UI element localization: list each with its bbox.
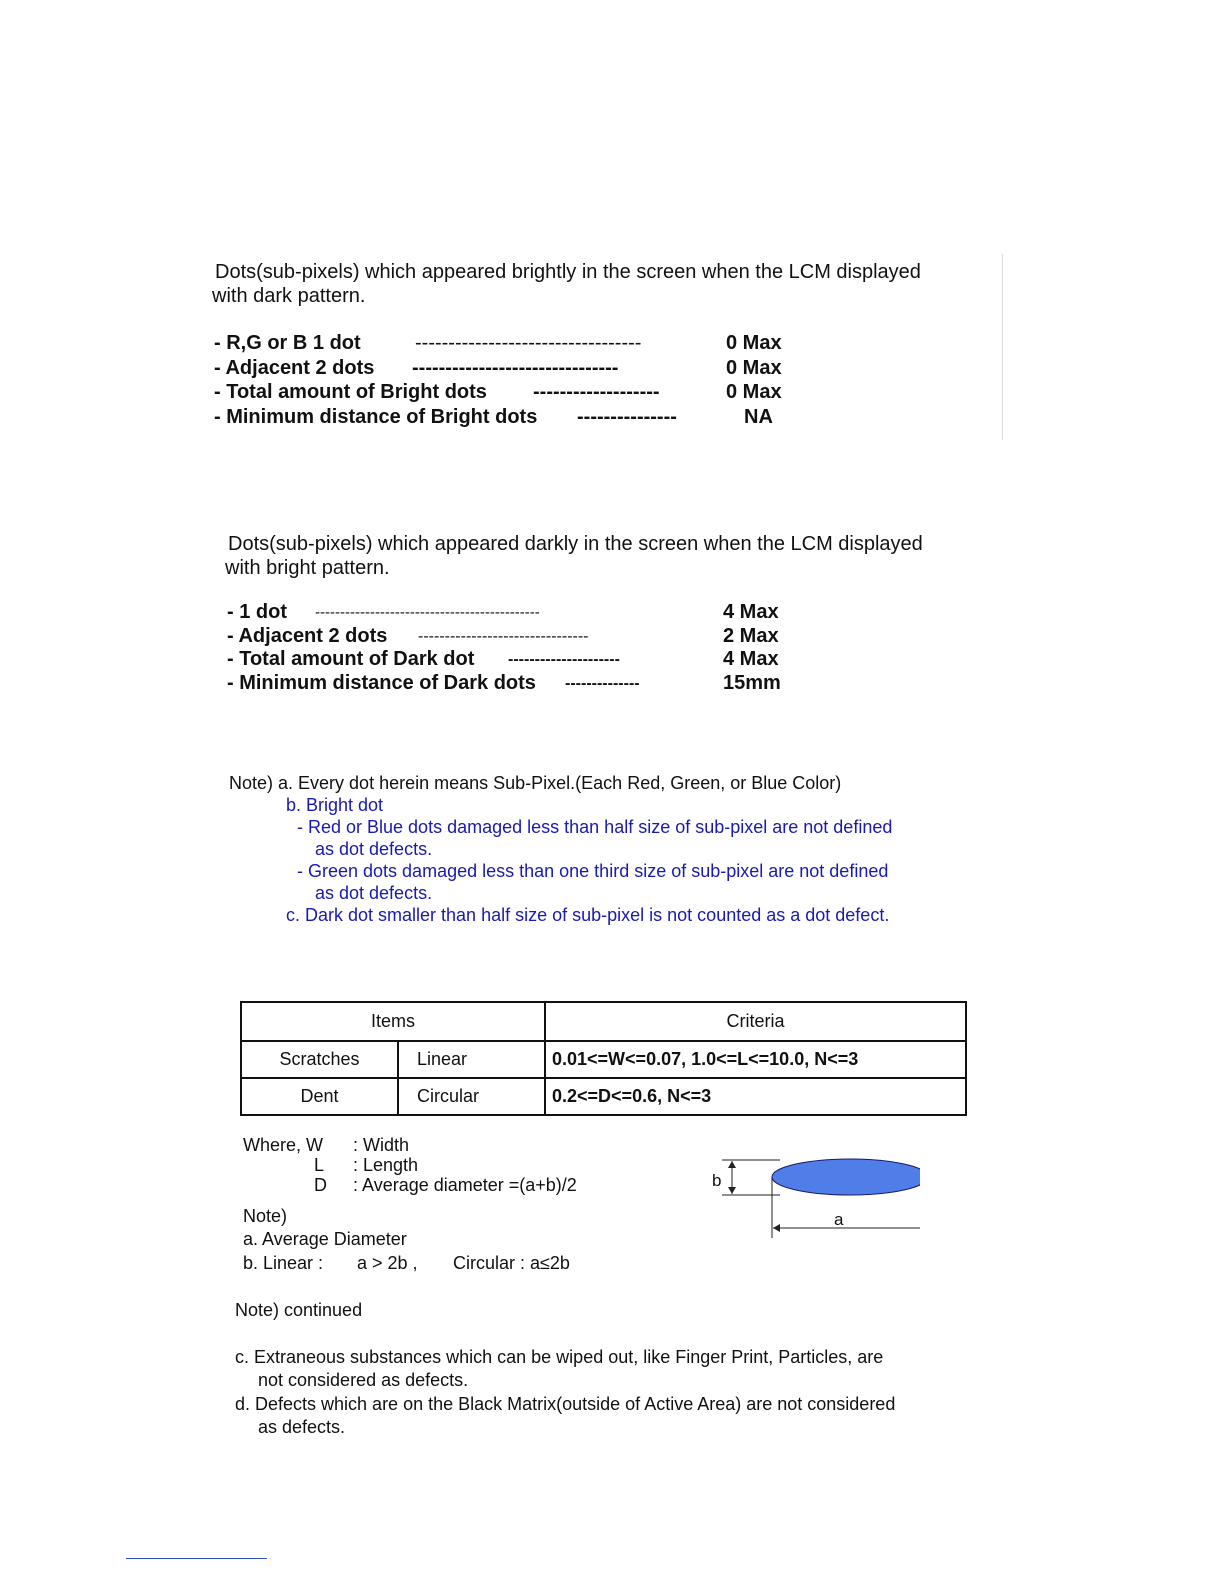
dark-spec-dashes: -------------------------------- <box>418 627 589 645</box>
bright-spec-label: - Adjacent 2 dots <box>214 356 375 379</box>
cell-type: Scratches <box>241 1041 398 1078</box>
footnote-rule <box>126 1558 267 1559</box>
note2-title: Note) <box>243 1206 288 1226</box>
dark-spec-row <box>227 648 827 672</box>
dark-spec-value: 15mm <box>723 671 781 694</box>
where-l-key: L <box>314 1155 325 1175</box>
where-width: : Width <box>353 1135 410 1155</box>
bright-spec-row <box>214 356 814 381</box>
dark-spec-value: 4 Max <box>723 648 779 670</box>
where-prefix: Where, W <box>243 1135 324 1155</box>
note2-b-linear: a > 2b , <box>357 1253 418 1273</box>
dark-spec-value: 4 Max <box>723 601 779 623</box>
bright-spec-dashes: ------------------- <box>533 381 660 403</box>
bright-spec-row <box>214 380 814 405</box>
bright-spec-dashes: ---------------------------------- <box>415 332 642 354</box>
dark-intro-line1: Dots(sub-pixels) which appeared darkly in the screen when the LCM displayed <box>228 533 923 555</box>
bright-spec-row <box>214 331 814 356</box>
b-arrow-up-icon <box>728 1161 736 1168</box>
continued-c-line1: c. Extraneous substances which can be wiped out, like Finger Print, Particles, are <box>235 1347 884 1367</box>
bright-spec-list <box>214 331 814 429</box>
dark-spec-label: - 1 dot <box>227 601 287 623</box>
bright-spec-label: - R,G or B 1 dot <box>214 332 361 354</box>
continued-title: Note) continued <box>235 1300 363 1320</box>
dark-spec-value: 2 Max <box>723 624 779 647</box>
bright-spec-label: - Minimum distance of Bright dots <box>214 405 538 428</box>
note1-b2-line1: - Green dots damaged less than one third size of sub-pixel are not defined <box>297 861 889 881</box>
cell-shape: Circular <box>398 1078 545 1115</box>
where-diameter: : Average diameter =(a+b)/2 <box>353 1175 577 1195</box>
table-row <box>241 1078 966 1115</box>
b-arrow-down-icon <box>728 1187 736 1194</box>
continued-d-line1: d. Defects which are on the Black Matrix(outside of Active Area) are not considered <box>235 1394 896 1414</box>
label-a: a <box>834 1210 844 1229</box>
dark-spec-row <box>227 625 827 649</box>
dark-spec-dashes: --------------------------------------------- <box>315 604 540 621</box>
criteria-table <box>240 1001 967 1116</box>
dark-spec-label: - Adjacent 2 dots <box>227 624 388 647</box>
note2-a: a. Average Diameter <box>243 1229 407 1249</box>
margin-divider <box>1002 254 1003 440</box>
where-length: : Length <box>353 1155 419 1175</box>
bright-spec-dashes: ------------------------------- <box>412 356 619 379</box>
note1-b2-line2: as dot defects. <box>315 883 433 903</box>
dark-spec-dashes: -------------- <box>565 674 640 692</box>
table-row <box>241 1041 966 1078</box>
dark-intro-line2: with bright pattern. <box>225 557 390 579</box>
note2-b-label: b. Linear : <box>243 1253 324 1273</box>
table-header-row <box>241 1002 966 1041</box>
dark-spec-dashes: --------------------- <box>508 651 620 668</box>
bright-intro-line2: with dark pattern. <box>212 285 366 307</box>
bright-spec-label: - Total amount of Bright dots <box>214 381 487 403</box>
note1-a: Note) a. Every dot herein means Sub-Pixel.(Each Red, Green, or Blue Color) <box>229 773 842 793</box>
a-arrow-left-icon <box>773 1224 780 1232</box>
diameter-diagram <box>700 1150 920 1250</box>
bright-spec-row <box>214 405 814 430</box>
cell-criteria: 0.01<=W<=0.07, 1.0<=L<=10.0, N<=3 <box>545 1041 966 1078</box>
header-criteria: Criteria <box>545 1002 966 1041</box>
note1-b: b. Bright dot <box>286 795 384 815</box>
note1-c: c. Dark dot smaller than half size of sub-pixel is not counted as a dot defect. <box>286 905 890 925</box>
dark-spec-row <box>227 601 827 625</box>
continued-c-line2: not considered as defects. <box>258 1370 469 1390</box>
note2-b-circular: Circular : a≤2b <box>453 1253 570 1273</box>
cell-shape: Linear <box>398 1041 545 1078</box>
bright-spec-value: 0 Max <box>726 381 782 403</box>
bright-spec-value: 0 Max <box>726 356 782 379</box>
bright-spec-dashes: --------------- <box>577 405 677 428</box>
dark-spec-row <box>227 672 827 696</box>
label-b: b <box>712 1171 722 1190</box>
dark-spec-list <box>227 601 827 695</box>
header-items: Items <box>241 1002 545 1041</box>
note1-b1-line1: - Red or Blue dots damaged less than half size of sub-pixel are not defined <box>297 817 893 837</box>
dark-spec-label: - Minimum distance of Dark dots <box>227 671 536 694</box>
dark-spec-label: - Total amount of Dark dot <box>227 648 475 670</box>
cell-criteria: 0.2<=D<=0.6, N<=3 <box>545 1078 966 1115</box>
defect-ellipse <box>772 1159 920 1195</box>
bright-intro-line1: Dots(sub-pixels) which appeared brightly in the screen when the LCM displayed <box>215 261 921 283</box>
continued-d-line2: as defects. <box>258 1417 346 1437</box>
bright-spec-value: 0 Max <box>726 332 782 354</box>
cell-type: Dent <box>241 1078 398 1115</box>
note1-b1-line2: as dot defects. <box>315 839 433 859</box>
where-d-key: D <box>314 1175 327 1195</box>
bright-spec-value: NA <box>744 405 773 428</box>
